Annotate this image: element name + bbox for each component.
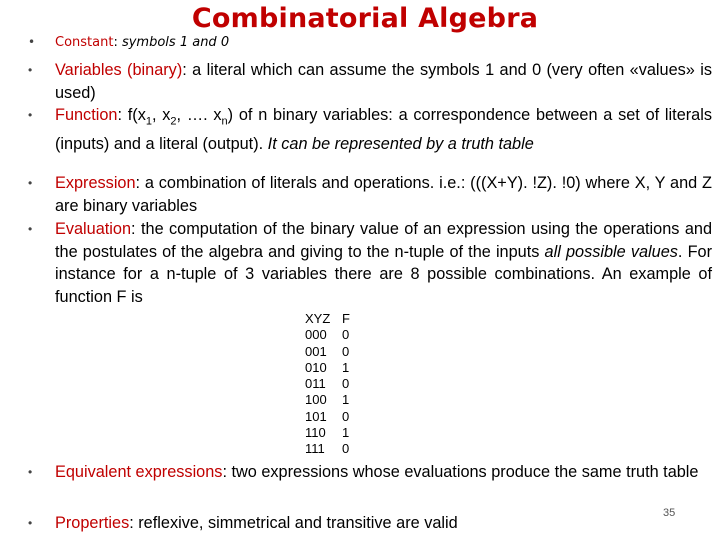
table-cell-inputs: 100 (305, 392, 327, 408)
function-sig: , …. x (176, 106, 222, 124)
table-cell-inputs: 111 (305, 441, 325, 457)
bullet-variables (28, 59, 712, 104)
page-number: 35 (663, 507, 676, 519)
expression-text: : a combination of literals and operations. i.e.: (((X+Y). !Z). !0) where X, Y and Z are binary variables (55, 174, 712, 215)
table-cell-output: 1 (342, 359, 350, 375)
bullet-equivalent (28, 461, 712, 484)
equivalent-label: Equivalent expressions (55, 463, 223, 481)
constant-text: symbols 1 and 0 (121, 35, 230, 50)
truth-table-header (305, 311, 362, 327)
table-cell-output: 1 (342, 392, 350, 408)
function-sig: : f(x (117, 106, 146, 124)
table-cell-inputs: 110 (305, 425, 326, 441)
equivalent-text: : two expressions whose evaluations produce the same truth table (222, 463, 699, 481)
function-label: Function (55, 106, 118, 124)
table-cell-inputs: 011 (305, 376, 326, 392)
truth-table (305, 311, 362, 458)
bullet-dot: • (28, 108, 33, 122)
table-row (305, 441, 362, 457)
function-sig: , x (151, 106, 171, 124)
table-row (305, 344, 362, 360)
evaluation-text: : the computation of the binary value of an expression using the operations and the postulates of the algebra and giving to the n-tuple of the inputs (55, 220, 712, 261)
bullet-function (28, 104, 712, 155)
slide-title: Combinatorial Algebra (191, 3, 539, 34)
evaluation-italic: all possible values (539, 242, 678, 261)
header-output: F (342, 311, 350, 326)
table-row (305, 409, 362, 425)
table-cell-inputs: 000 (305, 327, 327, 343)
function-sub: 2 (170, 115, 177, 128)
table-cell-inputs: 001 (305, 343, 327, 359)
evaluation-label: Evaluation (55, 220, 132, 238)
constant-sep: : (113, 35, 122, 50)
bullet-properties (28, 512, 712, 535)
function-sub: 1 (145, 115, 152, 128)
properties-label: Properties (55, 514, 130, 532)
bullet-dot: • (28, 465, 33, 479)
bullet-dot: • (28, 35, 36, 49)
bullet-constant (28, 33, 712, 53)
variables-paren: (binary) (121, 61, 183, 79)
table-row (305, 425, 362, 441)
function-sub: n (221, 115, 228, 128)
table-row (305, 360, 362, 376)
bullet-dot: • (28, 176, 33, 190)
bullet-dot: • (28, 222, 33, 236)
table-cell-output: 0 (342, 408, 350, 424)
table-cell-output: 0 (342, 327, 350, 343)
function-text: ) of n binary variables: a correspondence between a set of literals (inputs) and a literal (output). (55, 106, 712, 153)
table-cell-output: 0 (342, 376, 350, 392)
bullet-dot: • (28, 516, 33, 530)
properties-text: : reflexive, simmetrical and transitive are valid (129, 514, 458, 532)
function-italic: It can be represented by a truth table (263, 134, 534, 153)
variables-text: : a literal which can assume the symbols 1 and 0 (very often «values» is used) (55, 61, 712, 102)
table-cell-output: 0 (342, 441, 350, 457)
variables-label: Variables (55, 61, 122, 79)
table-cell-inputs: 101 (305, 408, 327, 424)
expression-label: Expression (55, 174, 136, 192)
constant-label: Constant (55, 35, 114, 50)
table-row (305, 327, 362, 343)
table-row (305, 376, 362, 392)
evaluation-text: . For instance for a n-tuple of 3 variables there are 8 possible combinations. An example of function F is (55, 242, 712, 306)
bullet-expression (28, 172, 712, 217)
header-inputs: XYZ (305, 311, 331, 326)
table-cell-output: 1 (342, 425, 350, 441)
table-cell-inputs: 010 (305, 359, 327, 375)
table-cell-output: 0 (342, 343, 350, 359)
table-row (305, 392, 362, 408)
bullet-dot: • (28, 63, 33, 77)
bullet-evaluation (28, 218, 712, 308)
